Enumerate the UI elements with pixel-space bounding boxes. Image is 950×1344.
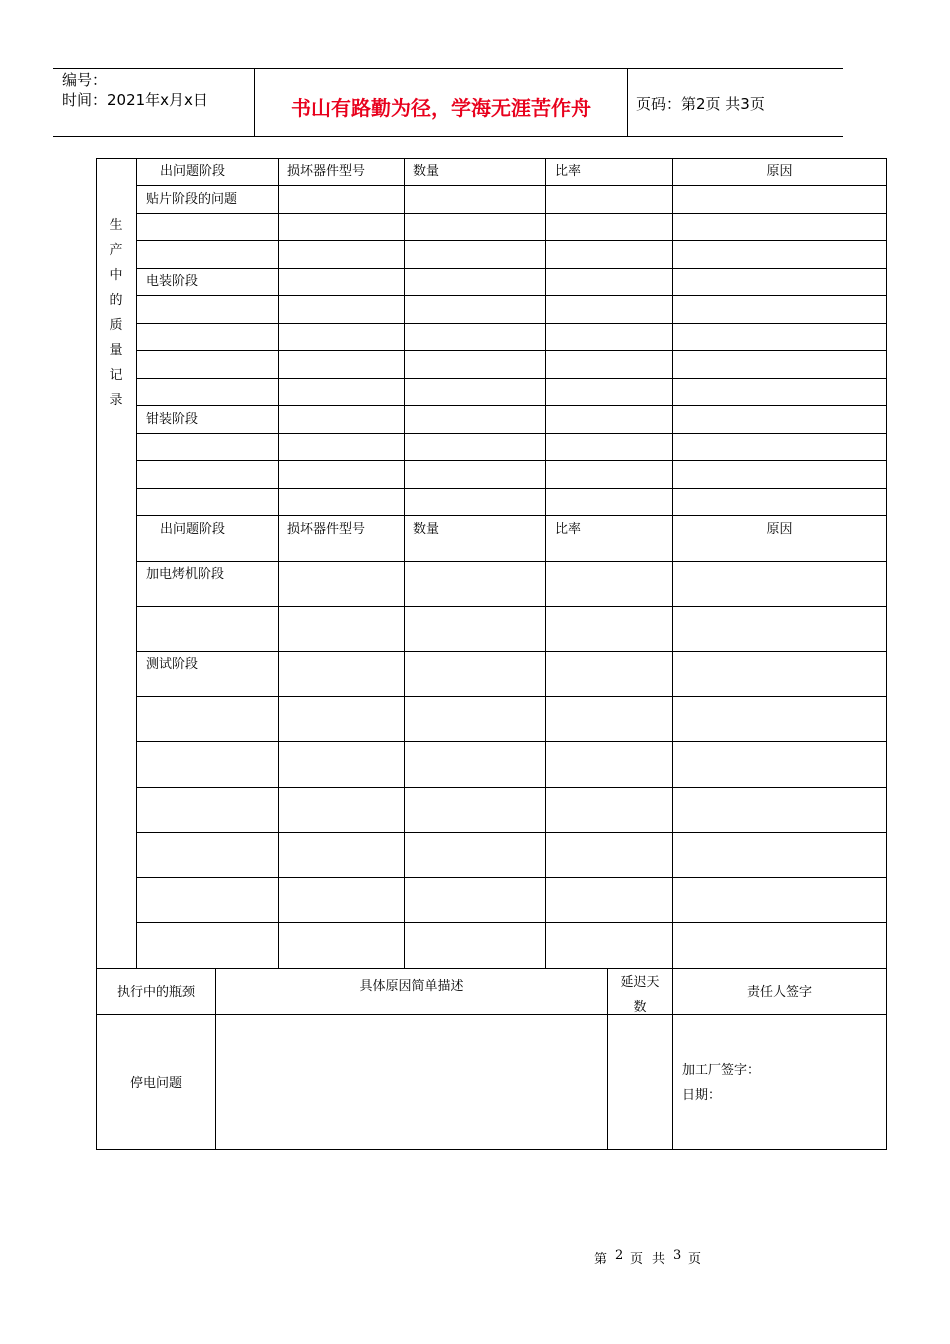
date-label: 日期： xyxy=(682,1088,722,1103)
factory-signature-label: 加工厂签字： xyxy=(682,1063,761,1078)
stage-test: 测试阶段 xyxy=(146,657,199,672)
bottleneck-header: 执行中的瓶颈 xyxy=(116,985,195,1000)
column-header-quantity: 数量 xyxy=(413,522,440,537)
footer-ye: 页 xyxy=(630,1252,644,1267)
footer-gong: 共 xyxy=(652,1252,666,1267)
stage-electrical: 电装阶段 xyxy=(146,274,199,289)
section-label-char: 产 xyxy=(109,243,123,258)
document-number-label: 编号： xyxy=(62,71,108,89)
signature-header: 责任人签字 xyxy=(746,985,812,1000)
footer-di: 第 xyxy=(594,1252,608,1267)
column-header-quantity: 数量 xyxy=(413,164,440,179)
footer-ye: 页 xyxy=(688,1252,702,1267)
section-label-char: 的 xyxy=(109,293,123,308)
column-header-part-model: 损坏器件型号 xyxy=(287,164,366,179)
column-header-part-model: 损坏器件型号 xyxy=(287,522,366,537)
power-outage-label: 停电问题 xyxy=(129,1076,182,1091)
page-code: 页码：第2页 共3页 xyxy=(636,95,765,113)
stage-burn-in: 加电烤机阶段 xyxy=(146,567,225,582)
column-header-stage: 出问题阶段 xyxy=(160,164,226,179)
delay-days-header: 延迟天 xyxy=(620,975,660,990)
section-label-char: 生 xyxy=(109,218,123,233)
document-time-label: 时间：2021年x月x日 xyxy=(62,91,208,109)
delay-days-header: 数 xyxy=(633,1000,647,1015)
column-header-stage: 出问题阶段 xyxy=(160,522,226,537)
section-label-char: 中 xyxy=(109,268,123,283)
description-header: 具体原因简单描述 xyxy=(359,979,464,994)
column-header-reason: 原因 xyxy=(766,164,793,179)
section-label-char: 记 xyxy=(109,368,123,383)
stage-smt: 贴片阶段的问题 xyxy=(146,192,238,207)
section-label-char: 量 xyxy=(109,343,123,358)
header-motto: 书山有路勤为径，学海无涯苦作舟 xyxy=(291,96,591,120)
footer-total-pages: 3 xyxy=(673,1248,682,1263)
column-header-ratio: 比率 xyxy=(555,522,582,537)
section-label-char: 质 xyxy=(109,318,123,333)
section-label-char: 录 xyxy=(109,393,123,408)
footer-page-number: 2 xyxy=(615,1248,624,1263)
column-header-ratio: 比率 xyxy=(555,164,582,179)
stage-clamp: 钳装阶段 xyxy=(146,412,199,427)
column-header-reason: 原因 xyxy=(766,522,793,537)
